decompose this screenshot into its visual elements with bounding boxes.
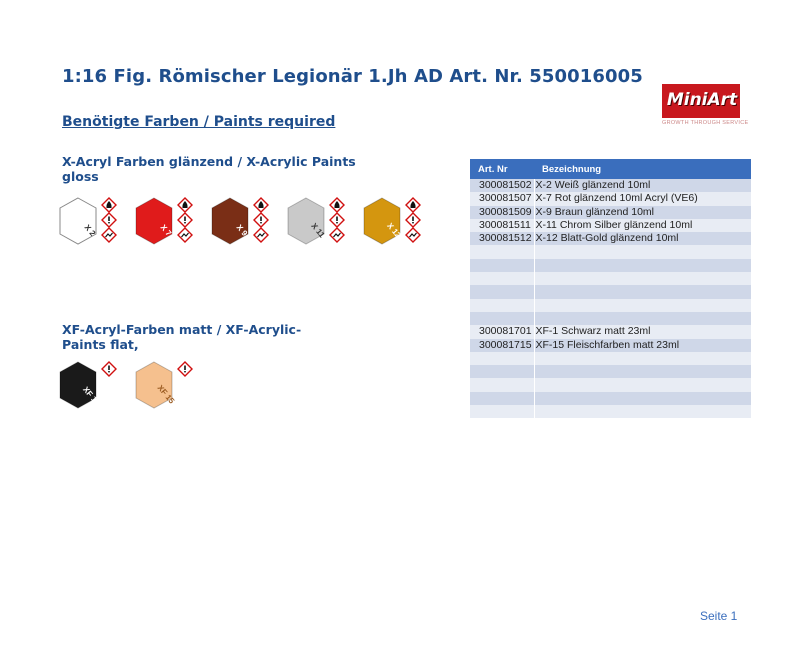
exclamation-hazard-icon bbox=[330, 213, 344, 227]
table-row bbox=[470, 312, 751, 325]
table-row bbox=[470, 405, 751, 418]
bezeichnung-cell bbox=[534, 245, 751, 258]
table-row bbox=[470, 245, 751, 258]
table-header-row bbox=[470, 159, 751, 179]
paints-required-heading: Benötigte Farben / Paints required bbox=[62, 114, 336, 130]
art-nr-cell bbox=[470, 365, 534, 378]
art-nr-cell bbox=[470, 245, 534, 258]
exclamation-hazard-icon bbox=[254, 213, 268, 227]
exclamation-hazard-icon bbox=[102, 213, 116, 227]
art-nr-cell: 300081509 bbox=[470, 206, 534, 219]
bezeichnung-cell: XF-1 Schwarz matt 23ml bbox=[534, 325, 751, 338]
art-nr-cell: 300081701 bbox=[470, 325, 534, 338]
table-row bbox=[470, 378, 751, 391]
table-row bbox=[470, 325, 751, 338]
header-art-nr: Art. Nr bbox=[470, 159, 534, 179]
art-nr-cell bbox=[470, 312, 534, 325]
art-nr-cell: 300081511 bbox=[470, 219, 534, 232]
paint-swatch bbox=[362, 196, 442, 246]
bezeichnung-cell bbox=[534, 259, 751, 272]
art-nr-cell: 300081502 bbox=[470, 179, 534, 192]
paint-swatch bbox=[134, 360, 214, 410]
art-nr-cell bbox=[470, 285, 534, 298]
paint-table bbox=[470, 159, 751, 418]
table-row bbox=[470, 365, 751, 378]
paint-swatch bbox=[286, 196, 366, 246]
health-hazard-icon bbox=[178, 228, 192, 242]
art-nr-cell: 300081512 bbox=[470, 232, 534, 245]
paint-code-label: XF 15 bbox=[155, 383, 177, 406]
bezeichnung-cell bbox=[534, 378, 751, 391]
flammable-hazard-icon bbox=[406, 198, 420, 212]
table-row bbox=[470, 285, 751, 298]
exclamation-hazard-icon bbox=[406, 213, 420, 227]
art-nr-cell bbox=[470, 352, 534, 365]
health-hazard-icon bbox=[254, 228, 268, 242]
paint-swatch bbox=[58, 360, 138, 410]
exclamation-hazard-icon bbox=[178, 362, 192, 376]
art-nr-cell bbox=[470, 272, 534, 285]
bezeichnung-cell bbox=[534, 392, 751, 405]
flammable-hazard-icon bbox=[102, 198, 116, 212]
art-nr-cell: 300081507 bbox=[470, 192, 534, 205]
bezeichnung-cell: X-2 Weiß glänzend 10ml bbox=[534, 179, 751, 192]
page-title: 1:16 Fig. Römischer Legionär 1.Jh AD Art. Nr. 550016005 bbox=[62, 66, 643, 87]
section-heading-gloss bbox=[62, 154, 356, 184]
paint-code-label: X 9 bbox=[234, 222, 250, 238]
bezeichnung-cell: X-11 Chrom Silber glänzend 10ml bbox=[534, 219, 751, 232]
flammable-hazard-icon bbox=[254, 198, 268, 212]
bezeichnung-cell bbox=[534, 285, 751, 298]
bezeichnung-cell bbox=[534, 365, 751, 378]
section-heading-gloss-line1: X-Acryl Farben glänzend / X-Acrylic Paints bbox=[62, 154, 356, 169]
art-nr-cell bbox=[470, 392, 534, 405]
table-row bbox=[470, 272, 751, 285]
health-hazard-icon bbox=[330, 228, 344, 242]
page-number: Seite 1 bbox=[700, 609, 738, 623]
paint-code-label: X 2 bbox=[82, 222, 98, 238]
bezeichnung-cell bbox=[534, 352, 751, 365]
section-heading-gloss-line2: gloss bbox=[62, 169, 99, 184]
section-heading-flat-line2: Paints flat, bbox=[62, 337, 139, 352]
health-hazard-icon bbox=[406, 228, 420, 242]
table-row bbox=[470, 352, 751, 365]
table-row bbox=[470, 339, 751, 352]
table-row bbox=[470, 232, 751, 245]
table-row bbox=[470, 219, 751, 232]
flammable-hazard-icon bbox=[330, 198, 344, 212]
table-row bbox=[470, 192, 751, 205]
section-heading-flat-line1: XF-Acryl-Farben matt / XF-Acrylic- bbox=[62, 322, 302, 337]
table-row bbox=[470, 299, 751, 312]
paint-code-label: X 12 bbox=[385, 221, 403, 240]
exclamation-hazard-icon bbox=[178, 213, 192, 227]
art-nr-cell bbox=[470, 405, 534, 418]
art-nr-cell bbox=[470, 299, 534, 312]
header-bezeichnung: Bezeichnung bbox=[534, 159, 751, 179]
art-nr-cell bbox=[470, 378, 534, 391]
bezeichnung-cell bbox=[534, 272, 751, 285]
table-row bbox=[470, 259, 751, 272]
miniart-logo bbox=[662, 84, 754, 128]
bezeichnung-cell: X-9 Braun glänzend 10ml bbox=[534, 206, 751, 219]
bezeichnung-cell bbox=[534, 299, 751, 312]
paint-code-label: X 7 bbox=[158, 222, 174, 238]
paint-swatch bbox=[134, 196, 214, 246]
logo-text: MiniArt bbox=[666, 90, 738, 110]
bezeichnung-cell: X-12 Blatt-Gold glänzend 10ml bbox=[534, 232, 751, 245]
bezeichnung-cell bbox=[534, 312, 751, 325]
art-nr-cell: 300081715 bbox=[470, 339, 534, 352]
paint-code-label: X 11 bbox=[309, 221, 327, 240]
bezeichnung-cell: XF-15 Fleischfarben matt 23ml bbox=[534, 339, 751, 352]
flammable-hazard-icon bbox=[178, 198, 192, 212]
exclamation-hazard-icon bbox=[102, 362, 116, 376]
paint-swatch bbox=[58, 196, 138, 246]
logo-tagline: GROWTH THROUGH SERVICE bbox=[662, 120, 749, 126]
health-hazard-icon bbox=[102, 228, 116, 242]
paint-swatch bbox=[210, 196, 290, 246]
table-row bbox=[470, 392, 751, 405]
art-nr-cell bbox=[470, 259, 534, 272]
bezeichnung-cell bbox=[534, 405, 751, 418]
table-row bbox=[470, 206, 751, 219]
table-row bbox=[470, 179, 751, 192]
paint-code-label: XF 1 bbox=[81, 385, 99, 404]
bezeichnung-cell: X-7 Rot glänzend 10ml Acryl (VE6) bbox=[534, 192, 751, 205]
section-heading-flat bbox=[62, 322, 301, 352]
